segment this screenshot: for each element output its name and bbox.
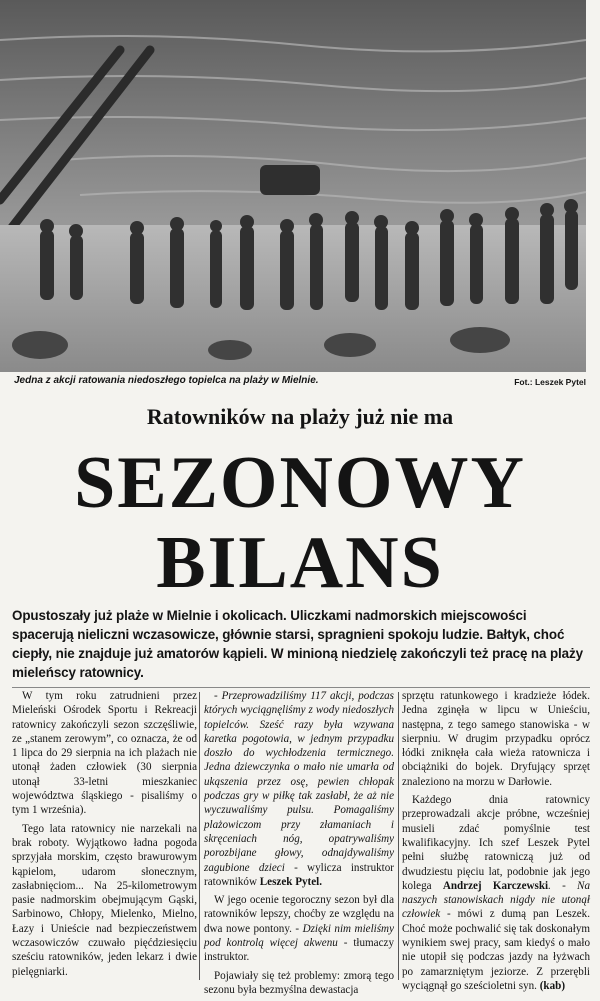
column-divider	[398, 692, 399, 980]
headline-line-2: BILANS	[156, 522, 444, 604]
paragraph	[204, 893, 394, 964]
photo-credit: Fot.: Leszek Pytel	[514, 377, 586, 387]
quote: - Dzięki nim mieliśmy pod kontrolą więcej akwenu	[204, 922, 394, 950]
paragraph: Pojawiały się też problemy: zmorą tego sezonu była bezmyślna dewastacja	[204, 969, 394, 996]
person-name: Andrzej Karczewski	[442, 879, 549, 892]
column-3	[402, 689, 590, 997]
text-run: - wylicza instruktor ratowników	[204, 861, 394, 888]
beach-photo	[0, 0, 586, 372]
text-run: Każdego dnia ratownicy przeprowadzali akcje próbne, wcześniej musieli zdać pomyślnie test kwalifikacyjny. Ich szef Leszek Pytel pełni służbę ratowniczą już od dwudziestu pięciu lat, podobnie jak jego kolega	[402, 794, 590, 892]
column-1	[12, 689, 197, 983]
headline-line-1: SEZONOWY	[74, 442, 526, 524]
divider	[12, 687, 590, 688]
person-name: Leszek Pytel.	[259, 875, 323, 888]
paragraph	[204, 689, 394, 889]
photo-caption-bar	[14, 374, 586, 390]
paragraph: Tego lata ratownicy nie narzekali na brak roboty. Wyjątkowo ładna pogoda sprzyjała morskim, często brawurowym kąpielom, udarom słonecznym, zasłabnięciom... Na 25-kilometrowym pasie nadmorskim obejmującym Gąski, Sarbinowo, Chłopy, Mielenko, Mielno, Łazy i Unieście nad bezpieczeństwem wczasowiczów czuwało pięćdziesięciu sześciu ratowników, jeden lekarz i dwie pielęgniarki.	[12, 822, 197, 978]
article-kicker: Ratowników na plaży już nie ma	[146, 404, 454, 429]
text-run: W jego ocenie tegoroczny sezon był dla ratowników lepszy, choćby ze względu na dwa nowe pontony.	[204, 894, 394, 935]
photo-caption: Jedna z akcji ratowania niedoszłego topielca na plaży w Mielnie.	[14, 375, 319, 386]
text-run: - mówi z dumą pan Leszek. Choć może pochwalić się tak doskonałym wynikiem swej pracy, sam kiedyś o mało nie utopił się podczas jazdy na łyżwach po zamarzniętym jeziorze. Z przerębli wyciągnął go sześcioletni syn.	[402, 908, 590, 992]
text-run: - tłumaczy instruktor.	[204, 937, 395, 964]
quote: - Przeprowadziliśmy 117 akcji, podczas których wyciągnęliśmy z wody niedoszłych topielców. Sześć razy była wzywana karetka pogotowia, w jednym przypadku doszło do wychłodzenia termicznego. Jedna dziewczynka o mało nie umarła od ukąszenia przez osę, pewien chłopak podczas gry w piłkę tak zasłabł, że aż nie wyczuwaliśmy pulsu. Pomagaliśmy plażowiczom przy złamaniach i skręceniach nóg, opatrywaliśmy porozbijane głowy, odnajdywaliśmy zagubione dzieci	[204, 690, 394, 874]
column-divider	[199, 692, 200, 980]
column-2	[204, 689, 394, 1001]
article-lead: Opustoszały już plaże w Mielnie i okolicach. Uliczkami nadmorskich miejscowości spacerują nieliczni wczasowicze, głównie starsi, spragnieni spokoju ludzie. Bałtyk, choć ciepły, nie znajduje już amatorów kąpieli. W minioną niedzielę zakończyli też pracę na plaży mieleńscy ratownicy.	[12, 608, 583, 680]
paragraph	[402, 793, 590, 993]
paragraph: W tym roku zatrudnieni przez Mieleński Ośrodek Sportu i Rekreacji ratownicy zakończyli sezon szczęśliwie, ze „stanem zerowym”, co oznacza, że od 1 lipca do 29 sierpnia na ich plażach nie utonął żaden człowiek (30 sierpnia utonął 33-letni mieszkaniec województwa śląskiego - pisaliśmy o tym 1 września).	[12, 690, 197, 817]
paragraph: sprzętu ratunkowego i kradzieże łódek. Jedna zginęła w lipcu w Unieściu, następna, z tego samego stanowiska - w sierpniu. W drugim przypadku oprócz łódki zniknęła cała wieża ratownicza i obciążniki do bojek. Dryfujący sprzęt znaleziono na morzu w Darłowie.	[402, 690, 590, 788]
author-signature: (kab)	[539, 979, 566, 992]
quote: . - Na naszych stanowiskach nigdy nie utonął człowiek	[402, 879, 590, 921]
